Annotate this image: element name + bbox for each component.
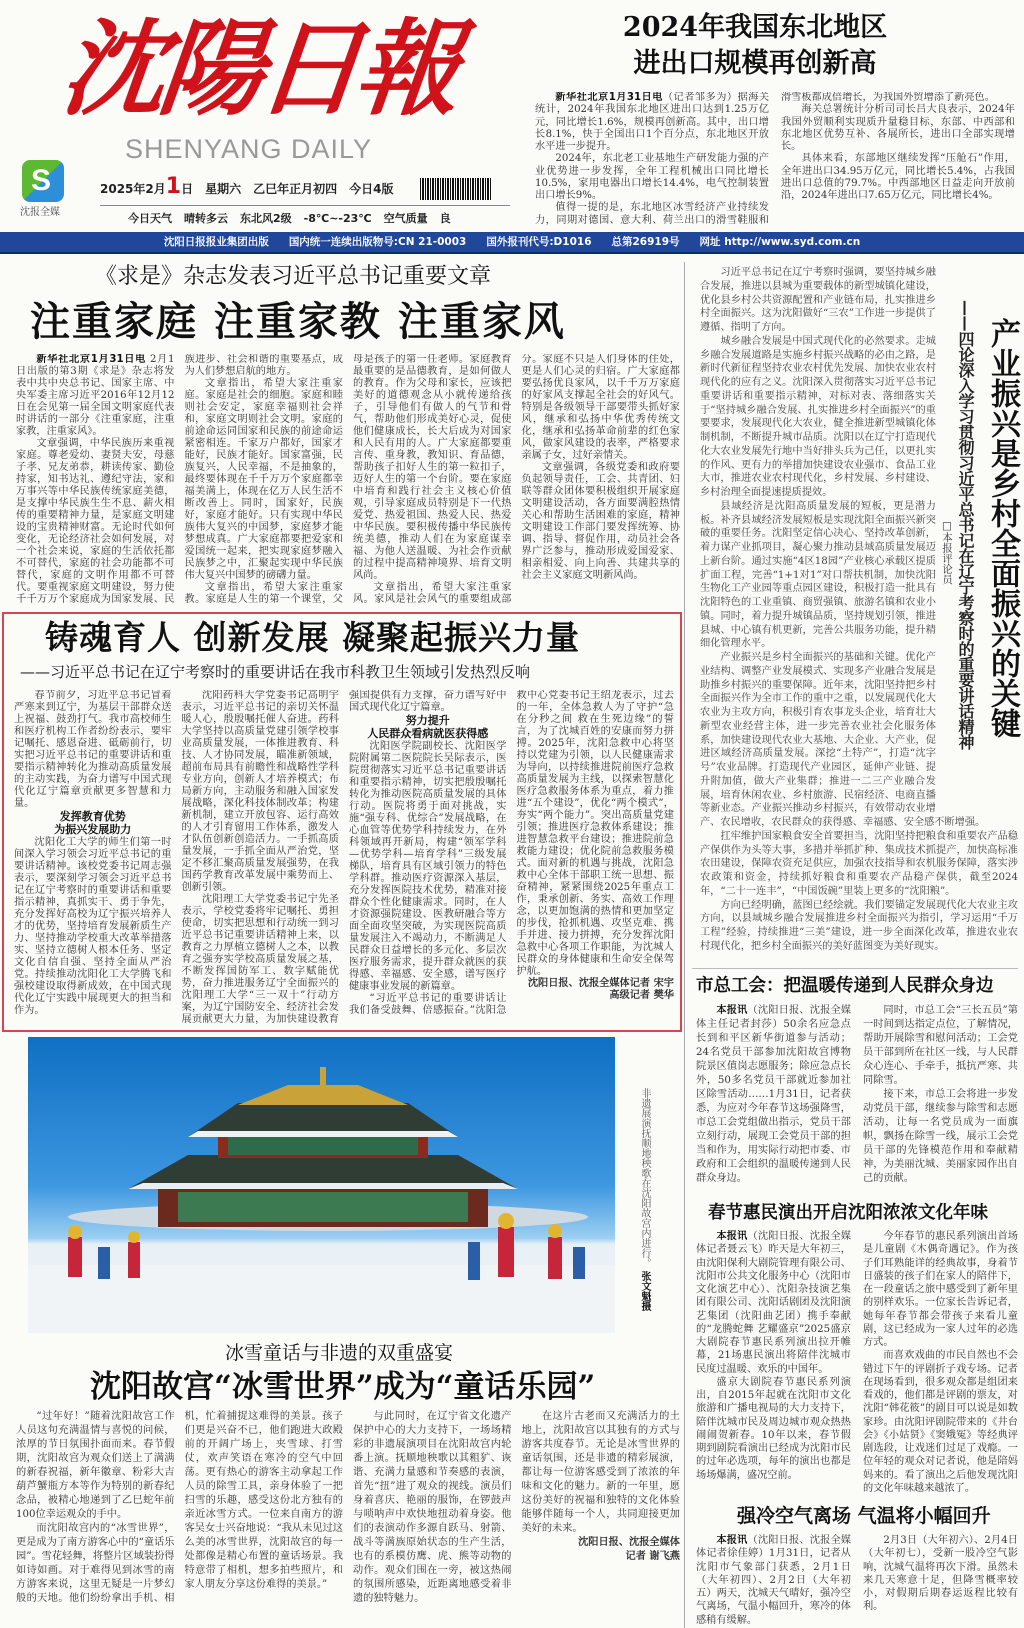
feature-subtitle: ——习近平总书记在辽宁考察时的重要讲话在我市科教卫生领域引发热烈反响 xyxy=(20,663,531,681)
spring-show-headline: 春节惠民演出开启沈阳浓浓文化年味 xyxy=(708,1203,988,1223)
issue-number: 总第26919号 xyxy=(611,236,680,248)
publication-info-bar xyxy=(0,232,1024,254)
spring-show-body xyxy=(696,1230,1018,1496)
paragraph: 文章强调，各级党委和政府要负起领导责任，工会、共青团、妇联等群众团体要积极组织开展家庭文明建设活动，各方面要满腔热情关心和帮助生活困难的家庭，精神文明建设工作部门要发挥统筹、协调、指导、督促作用，动员社会各界广泛参与，推动形成爱国爱家、相亲相爱、向上向善、共建共享的社会主义家庭文明新风尚。 xyxy=(521,462,680,581)
cn-number: 国内统一连续出版物号:CN 21-0003 xyxy=(288,236,467,248)
air-quality: 良 xyxy=(439,212,451,225)
feature-headline: 铸魂育人 创新发展 凝聚起振兴力量 xyxy=(45,618,580,657)
weather-line xyxy=(128,212,451,226)
paragraph: 沈阳化工大学的师生们第一时间深入学习领会习近平总书记的重要讲话精神。该校党委书记周志强表示，要深刻学习领会习近平总书记在辽宁考察时的重要讲话和重要指示精神，真抓实干、勇于争先，充分发挥好高校为辽宁振兴培养人才的优势，坚持培育发展新质生产力、坚持推动学校重大改革举措落实、坚持立德树人根本任务、坚定文化自信自强、坚持全面从严治党。持续推动沈阳化工大学腾飞和强校建设取得新成效，在中国式现代化辽宁实践中展现更大的担当和作为。 xyxy=(14,837,172,1016)
weather-label: 今日天气 xyxy=(128,212,172,225)
paragraph: （沈阳日报、沈报全媒体主任记者封莎）50余名应急点长到和平区新华街道参与活动；24名党员干部参加沈阳故宫博物院景区值岗志愿服务；除应急点长外，50多名党员干部就近参加社区除雪活动……1月31日，记者获悉，为应对今年春节这场强降雪，市总工会党组做出指示，党员干部立刻行动，展现工会党员干部的担当和作为，用实际行动把市委、市政府和工会组织的温暖传递到人民群众身边。 xyxy=(696,1005,852,1184)
union-headline: 市总工会：把温暖传递到人民群众身边 xyxy=(696,976,994,996)
publisher: 沈阳日报报业集团出版 xyxy=(163,236,269,248)
dateline: 新华社北京1月31日电 xyxy=(36,354,147,365)
palace-kicker: 冰雪童话与非遗的双重盛宴 xyxy=(225,1342,454,1364)
paragraph: 接下来，市总工会将进一步发动党员干部，继续参与除雪和志愿活动，让每一名党员成为一面旗帜，飘扬在除雪一线，展示工会党员干部的先锋模范作用和奉献精神，为美丽沈城、美丽家园作出自己的贡献。 xyxy=(863,1089,1018,1184)
lunar-date: 乙巳年正月初四 xyxy=(253,182,338,196)
paragraph: 值得一提的是，东北地区冰雪经济产业持续发力，同期对德国、意大利、荷兰出口的滑雪鞋服和滑雪板都成倍增长，为我国外贸增添了新亮色。 xyxy=(535,92,995,226)
paragraph: 沈阳药科大学党委书记高明宇表示，习近平总书记的亲切关怀温暖人心，殷殷嘱托催人奋进。药科大学坚持以高质量党建引领学校事业高质量发展，一体推进教育、科技、人才协同发展，瞄准新领域，超前布局具有前瞻性和战略性学科专业方向，创新人才培养模式；布局新方向，主动服务和融入国家发展战略，深化科技体制改革；构建新机制，建立开放包容、运行高效的人才引育留用工作体系，激发人才队伍创新创造活力。一手抓高质量发展，一手抓全面从严治党，坚定不移汇聚高质量发展强势，在我国药学教育改革发展中乘势而上、创新引领。 xyxy=(181,690,339,893)
date-prefix: 2025年2月 xyxy=(100,182,166,196)
byline: 沈阳日报、沈报全媒体记者 宋宇 xyxy=(527,978,674,989)
byline: 记者 谢飞燕 xyxy=(625,1551,680,1562)
weekday: 星期六 xyxy=(205,182,242,196)
section-heading: 努力提升 人民群众看病就医获得感 xyxy=(367,714,489,740)
headline-line: 进出口规模再创新高 xyxy=(633,48,877,79)
paragraph: 文章指出，希望大家注重家教。家庭是人生的第一个课堂，父母是孩子的第一任老师。家庭教育最重要的是品德教育，是如何做人的教育。作为父母和家长，应该把美好的道德观念从小就传递给孩子，引导他们有做人的气节和骨气，帮助他们形成美好心灵，促使他们健康成长，长大后成为对国家和人民有用的人。广大家庭都要重言传、重身教，教知识、育品德，帮助孩子扣好人生的第一粒扣子，迈好人生的第一个台阶。要在家庭中培育和践行社会主义核心价值观，引导家庭成员特别是下一代热爱党、热爱祖国、热爱人民、热爱中华民族。要积极传播中华民族传统美德，推动人们在为家庭谋幸福、为他人送温暖、为社会作贡献的过程中提高精神境界、培育文明风尚。 xyxy=(184,354,512,605)
paragraph: 今年春节的惠民系列演出首场是儿童剧《木偶奇遇记》。作为孩子们耳熟能详的经典故事，身着节日盛装的孩子们在家人的陪伴下，在一段童话之旅中感受到了新年里的别样欢乐。一位家长告诉记者，她每年春节都会带孩子来看儿童剧，这已经成为一家人过年的必选方式。 xyxy=(863,1231,1018,1348)
section-heading: 发挥教育优势 为振兴发展助力 xyxy=(54,810,132,836)
dateline: 新华社北京1月31日电 xyxy=(555,92,663,103)
paragraph: “习近平总书记的重要讲话让我们备受鼓舞、倍感振奋。”沈阳急救中心党委书记王绍龙表示，过去的一年，全体急救人为了守护“急在分秒之间 救在生死边缘”的誓言，为了沈城百姓的安康而努力拼搏。2025年，沈阳急救中心将坚持以党建为引领，以人民健康需求为导向，以持续推进院前医疗急救高质量发展为主线，以探索智慧化医疗急救服务体系为重点，着力推进“五个建设”，优化“两个模式”，夯实“两个能力”。突出高质量党建引领；推进医疗急救体系建设；推进智慧急救平台建设；推进院前急救能力建设；优化院前急救服务模式。面对新的机遇与挑战，沈阳急救中心全体干部职工统一思想、振奋精神，紧紧围绕2025年重点工作，秉承创新、务实、高效工作理念，以更加饱满的热情和更加坚定的步伐，抢抓机遇、攻坚克难、携手并进、接力拼搏，充分发挥沈阳急救中心各项工作职能，为沈城人民群众的身体健康和生命安全保驾护航。 xyxy=(349,690,674,1016)
date-line xyxy=(100,174,393,202)
newspaper-logo-english: SHENYANG DAILY xyxy=(125,134,373,164)
byline: 沈阳日报、沈报全媒体 xyxy=(578,1537,680,1548)
commentary-headline: 产业振兴是乡村全面振兴的关键 xyxy=(985,318,1020,738)
paragraph: 产业振兴是乡村全面振兴的基础和关键。优化产业结构、调整产业发展模式、实现多产业融合发展是助推乡村振兴的重要保障。近年来，沈阳坚持把乡村全面振兴作为全市工作的重中之重，以发展现代化大农业为主攻方向，积极引育农事龙头企业，培育壮大新型农业经营主体，进一步完善农业社会化服务体系，加快建设现代农业大基地、大企业、大产业，促进区域经济高质量发展。深挖“土特产”，打造“沈字号”农业品牌。打造现代产业园区，延伸产业链、提升附加值，做大产业集群；推进一二三产业融合发展，培育休闲农业、乡村旅游、民宿经济、电商直播等新业态。产业振兴推动乡村振兴，有效带动农业增产、农民增收，农民群众的获得感、幸福感、安全感不断增强。 xyxy=(700,652,986,828)
paragraph: 具体来看，东部地区继续发挥“压舱石”作用，全年进出口34.95万亿元，同比增长5.4%，占我国进出口总值的79.7%。中西部地区日益走向开放前沿，2024年进出口7.65万亿元，同比增长4%。 xyxy=(781,153,1015,201)
paragraph: 春节前夕，习近平总书记冒着严寒来到辽宁，为基层干部群众送上祝福、鼓劲打气。我市高校师生和医疗机构工作者纷纷表示，要牢记嘱托、感恩奋进、砥砺前行，切实把习近平总书记的重要讲话和重要指示精神转化为推动高质量发展的主动实践，为奋力谱写中国式现代化辽宁篇章贡献更多智慧和力量。 xyxy=(14,690,172,809)
feature-body xyxy=(14,690,674,1028)
app-label: 沈报全媒 xyxy=(20,207,60,218)
paragraph: 方向已经明确，蓝图已经绘就。我们要锚定发展现代化大农业主攻方向，以县域城乡融合发展推进乡村全面振兴为指引，学习运用“千万工程”经验，持续推进“三美”建设，进一步全面深化改革，推进农业农村现代化，把乡村全面振兴的美好蓝图变为美好现实。 xyxy=(700,899,1018,952)
paragraph: 扛牢维护国家粮食安全首要担当，沈阳坚持把粮食和重要农产品稳产保供作为头等大事，多措并举抓扩种、集成技术抓提产，加快高标准农田建设，保障农资充足供应，加强农技指导和农机服务保障，落实涉农政策和资金，持续抓好粮食和重要农产品稳产保供，截至2024年，“二十一连丰”，“中国饭碗”里装上更多的“沈阳粮”。 xyxy=(700,830,1018,897)
paragraph: 县域经济是沈阳高质量发展的短板，更是潜力板。补齐县域经济发展短板是实现沈阳全面振兴新突破的重要任务。沈阳坚定信心决心、坚持改革创新，着力谋产业抓项目，凝心聚力推动县域高质量发展迈上新台阶。通过实施“4区18园”产业核心承载区提质扩面工程，完善“1+1对1”对口帮扶机制，加快沈阳生物化工产业园等重点园区建设，积极打造一批具有沈阳特色的工业重镇、商贸强镇、旅游名镇和农业小镇。同时，着力提升城镇品质，坚持规划引领，推进县城、中心镇有机更新，完善公共服务功能，提升精细化管理水平。 xyxy=(700,500,936,650)
paragraph: “过年好！”随着沈阳故宫工作人员这句充满温情与喜悦的问候，浓厚的节日氛围扑面而来。春节假期，沈阳故宫为观众们送上了满满的新春祝福，新年徽章、粉彩大吉葫芦蟹瓶方本等作为特别的新春纪念品，被精心地递到了乙巳蛇年前100位幸运观众的手中。 xyxy=(16,1411,175,1520)
palace-headline: 沈阳故宫“冰雪世界”成为“童话乐园” xyxy=(90,1369,596,1405)
newspaper-logo: 沈陽日報 xyxy=(55,7,461,130)
byline: 高级记者 樊华 xyxy=(609,990,674,1001)
paragraph: 2月3日（大年初六）、2月4日（大年初七），受新一股冷空气影响，沈城气温将再次下滑。虽然未来几天寒意十足，但降雪概率较小，对假期后期春运返程比较有利。 xyxy=(863,1535,1018,1613)
photo-caption: 非遗展演抚顺地秧歌在沈阳故宫内进行。 张文魁摄 xyxy=(639,1088,650,1312)
qiushi-kicker: 《求是》杂志发表习近平总书记重要文章 xyxy=(95,264,492,289)
commentary-subtitle: ——四论深入学习贯彻习近平总书记在辽宁考察时的重要讲话精神 xyxy=(956,300,975,750)
top-news-headline xyxy=(600,10,910,82)
paragraph: 2024年，东北老工业基地生产研发能力强的产业优势进一步发挥，全年工程机械出口同比增长10.5%，家用电器出口增长14.4%，电气控制装置出口增长9%。 xyxy=(535,153,769,201)
air-label: 空气质量 xyxy=(383,212,428,225)
website-label: 网址 xyxy=(699,236,721,248)
paragraph: 文章指出，希望大家注重家风。家风是社会风气的重要组成部分。家庭不只是人们身体的住处，更是人们心灵的归宿。广大家庭都要弘扬优良家风，以千千万万家庭的好家风支撑起全社会的好风气。特别是各级领导干部要带头抓好家风，继承和弘扬中华优秀传统文化，继承和弘扬革命前辈的红色家风，做家风建设的表率，严格要求亲属子女，过好亲情关。 xyxy=(353,354,680,605)
paragraph: 沈阳医学院副校长、沈阳医学院附属第二医院院长吴际表示，医院贯彻落实习近平总书记重要讲话和重要指示精神，切实把殷殷嘱托转化为推动医院高质量发展的具体行动。医院将勇于面对挑战，实施“强专科、优综合”发展战略，在心血管等优势学科持续发力，在外科领域再开新局，构建“领军学科—优势学科—培育学科”三级发展梯队，培育具有区域引领力的特色学科群。推动医疗资源深入基层，充分发挥医院技术优势，精准对接群众个性化健康需求。同时，在人才资源强院建设、医教研融合等方面全面攻坚突破，为实现医院高质量发展注入不竭动力，不断满足人民群众日益增长的多元化、多层次医疗服务需求，提升群众就医的获得感、幸福感、安全感，谱写医疗健康事业发展的新篇章。 xyxy=(349,741,507,992)
paragraph: 与此同时，在辽宁省文化遗产保护中心的大力支持下，一场场精彩的非遗展演项目在沈阳故宫内轮番上演。抚顺地秧歌以其粗犷、诙谐、充满力量感和节奏感的表演，首先“扭”进了观众的视线。演员们身着喜庆、艳丽的服饰，在锣鼓声与唢呐声中欢快地扭动着身姿。他们的表演动作多源自跃马、射箭、战斗等满族原始状态的生产生活，也有的系模仿鹰、虎、熊等动物的动作。观众们围在一旁，被这热闹的氛围所感染，近距离地感受着非遗的独特魅力。 xyxy=(353,1411,512,1604)
paragraph: （沈阳日报、沈报全媒体记者聂云飞）昨天是大年初三，由沈阳保利大剧院管理有限公司、沈阳市公共文化服务中心（沈阳市文化演艺中心）、沈阳杂技演艺集团有限公司、沈阳话剧团及沈阳演艺集团（沈阳曲艺团）携手奉献的“龙腾蛇舞 艺耀盛京”2025盛京大剧院春节惠民系列演出拉开帷幕，21场惠民演出将陪伴沈城市民度过温暖、欢乐的中国年。 xyxy=(696,1231,852,1375)
cold-air-headline: 强冷空气离场 气温将小幅回升 xyxy=(737,1505,991,1527)
qiushi-headline: 注重家庭 注重家教 注重家风 xyxy=(30,298,566,345)
paragraph: 2月1日出版的第3期《求是》杂志将发表中共中央总书记、国家主席、中央军委主席习近平2016年12月12日在会见第一届全国文明家庭代表时讲话的一部分《注重家庭，注重家教，注重家风》。 xyxy=(16,354,175,437)
weather-temp: -8℃~-23℃ xyxy=(303,212,372,225)
website-link[interactable]: http://www.syd.com.cn xyxy=(724,236,861,248)
weather-condition: 晴转多云 xyxy=(184,212,228,225)
paragraph: 同时，市总工会“三长五员”第一时间到达指定点位，了解情况，帮助开展除雪和慰问活动；工会党员干部到所在社区一线，与人民群众心连心、手牵手，抵抗严寒、共同除雪。 xyxy=(863,1005,1018,1086)
dateline: 本报讯 xyxy=(716,1231,748,1242)
paragraph: 在这片古老而又充满活力的土地上，沈阳故宫以其独有的方式与游客共度春节。无论是冰雪世界的童话氛围，还是非遗的精彩展演，都让每一位游客感受到了浓浓的年味和文化的魅力。新的一年里，愿这份美好的祝福和独特的文化体验能够伴随每一个人，共同迎接更加美好的未来。 xyxy=(521,1411,680,1534)
column-divider xyxy=(684,262,685,1628)
page-count: 今日4版 xyxy=(349,182,394,196)
intl-code: 国外报刊代号:D1016 xyxy=(486,236,592,248)
paragraph: 而沈阳故宫内的“冰雪世界”，更是成为了南方游客心中的“童话乐园”。雪花轻舞，将整片区域装扮得如诗如画。对于难得见到冰雪的南方游客来说，这里无疑是一片梦幻般的天地。他们纷纷拿出手机、相机，忙着捕捉这难得的美景。孩子们更是兴奋不已，他们跑进大政殿前的开阔广场上，夹雪球、打雪仗，欢声笑语在寒冷的空气中回荡。更有热心的游客主动拿起工作人员的除雪工具，亲身体验了一把扫雪的乐趣，感受这份北方独有的亲近冰雪方式。一位来自南方的游客吴女士兴奋地说：“我从未见过这么美的冰雪世界，沈阳故宫的每一处都像是精心布置的童话场景。我特意带了相机，想多拍些照片，和家人朋友分享这份难得的美景。” xyxy=(16,1411,343,1604)
qiushi-body xyxy=(16,354,680,608)
paragraph: 文章指出，希望大家注重家庭。家庭是社会的细胞。家庭和睦则社会安定，家庭幸福则社会祥和，家庭文明则社会文明。家庭的前途命运同国家和民族的前途命运紧密相连。千家万户都好，国家才能好，民族才能好。国家富强，民族复兴，人民幸福，不是抽象的，最终要体现在千千万万个家庭都幸福美满上，体现在亿万人民生活不断改善上。同时，国家好，民族好，家庭才能好。只有实现中华民族伟大复兴的中国梦，家庭梦才能梦想成真。广大家庭都要把爱家和爱国统一起来，把实现家庭梦融入民族梦之中，汇聚起实现中华民族伟大复兴中国梦的磅礴力量。 xyxy=(184,378,343,581)
commentary-byline: □本报评论员 xyxy=(941,520,953,585)
paragraph: （沈阳日报、沈报全媒体记者徐佳婷）1月31日，记者从沈阳市气象部门获悉，2月1日（大年初四）、2月2日（大年初五）两天，沈城天气晴好，强冷空气离场，气温小幅回升，寒冷的体感稍有缓解。 xyxy=(696,1535,852,1626)
union-body xyxy=(696,1004,1018,1194)
shenbao-app-icon: S xyxy=(22,160,64,202)
paragraph: 海关总署统计分析司司长吕大良表示，2024年我国外贸顺利实现质升量稳目标，东部、中西部和东北地区优势互补、各展所长，进出口全部实现增长。 xyxy=(781,104,1015,152)
barcode xyxy=(420,178,492,200)
top-news-body xyxy=(535,92,1015,229)
divider xyxy=(100,205,510,206)
palace-photo xyxy=(28,1037,615,1333)
paragraph: 沈阳理工大学党委书记宁先圣表示，学校党委将牢记嘱托、勇担使命，切实把思想和行动统一到习近平总书记重要讲话精神上来，以教育之力厚植立德树人之本，以教育之强夯实学校高质量发展之基，不断发挥国防军工、数字赋能优势，奋力推进服务辽宁全面振兴的沈阳理工大学“三一双十”行动方案，为辽宁国防安全、经济社会发展贡献更大力量，为加快建设教育强国提供有力支撑，奋力谱写好中国式现代化辽宁篇章。 xyxy=(181,690,507,1025)
divider xyxy=(692,968,1018,969)
paragraph: 习近平总书记在辽宁考察时强调，要坚持城乡融合发展，推进以县城为重要载体的新型城镇化建设，优化县乡村公共资源配置和产业链布局，扎实推进乡村全面振兴。这为沈阳做好“三农”工作进一步提供了遵循、指明了方向。 xyxy=(700,267,936,333)
weather-wind: 东北风2级 xyxy=(240,212,292,225)
headline-line: 2024年我国东北地区 xyxy=(622,12,888,43)
dateline: 本报讯 xyxy=(716,1535,748,1546)
photo-credit: 张文魁摄 xyxy=(639,1271,650,1312)
palace-illustration xyxy=(28,1037,615,1333)
paragraph: 而喜欢戏曲的市民自然也不会错过下午的评剧折子戏专场。记者在现场看到，很多观众都是组团来看戏的，他们都是评剧的票友，对沈阳“韩花筱”的剧目可以说是如数家珍。由沈阳评剧院带来的《井台会》《小姑贤》《窦娥冤》等经典评剧选段，让戏迷们过足了戏瘾。一位年轻的观众对记者说，他是陪妈妈来的。看了演出之后他发现沈阳的文化年味越来越浓了。 xyxy=(863,1350,1018,1494)
date-suffix: 日 xyxy=(181,182,194,196)
dateline: 本报讯 xyxy=(716,1005,748,1016)
palace-body xyxy=(16,1410,680,1628)
paragraph: 盛京大剧院春节惠民系列演出，自2015年起就在沈阳市文化旅游和广播电视局的大力支持下，陪伴沈城市民及周边城市观众热热闹闹贺新春。10年以来，春节假期到剧院看演出已经成为沈阳市民的过年必选项，每年的演出也都是场场爆满，盛况空前。 xyxy=(696,1376,851,1481)
paragraph: （记者邹多为）据海关统计，2024年我国东北地区进出口达到1.25万亿元，同比增长1.6%，规模再创新高。其中，出口增长8.1%，快于全国出口1个百分点，东北地区开放水平进一步提升。 xyxy=(535,92,770,152)
paragraph: 城乡融合发展是中国式现代化的必然要求。走城乡融合发展道路是实施乡村振兴战略的必由之路，是新时代新征程坚持农业农村优先发展、加快农业农村现代化的应有之义。沈阳深入贯彻落实习近平总书记重要讲话和重要指示精神，对标对表、落细落实关于“坚持城乡融合发展、扎实推进乡村全面振兴”的重要要求，发展现代化大农业，健全推进新型城镇化体制机制，不断提升城市品质。沈阳以在辽宁打造现代化大农业发展先行地中当好排头兵为己任，以更扎实的作风、更有力的举措加快建设农业强市、食品工业大市，推进农业农村现代化，乡村发展、乡村建设、乡村治理全面提速提质提效。 xyxy=(700,335,936,498)
date-day: 1 xyxy=(165,174,182,199)
cold-air-body xyxy=(696,1534,1018,1628)
paragraph: 文章强调，中华民族历来重视家庭。尊老爱幼、妻贤夫安，母慈子孝、兄友弟恭，耕读传家、勤俭持家，知书达礼、遵纪守法，家和万事兴等中华民族传统家庭美德，是支撑中华民族生生不息、薪火相传的重要精神力量，是家庭文明建设的宝贵精神财富。无论时代如何变化，无论经济社会如何发展，对一个社会来说，家庭的生活依托都不可替代，家庭的社会功能都不可替代，家庭的文明作用都不可替代。要重视家庭文明建设，努力使千千万万个家庭成为国家发展、民族进步、社会和谐的重要基点，成为人们梦想启航的地方。 xyxy=(16,354,343,605)
